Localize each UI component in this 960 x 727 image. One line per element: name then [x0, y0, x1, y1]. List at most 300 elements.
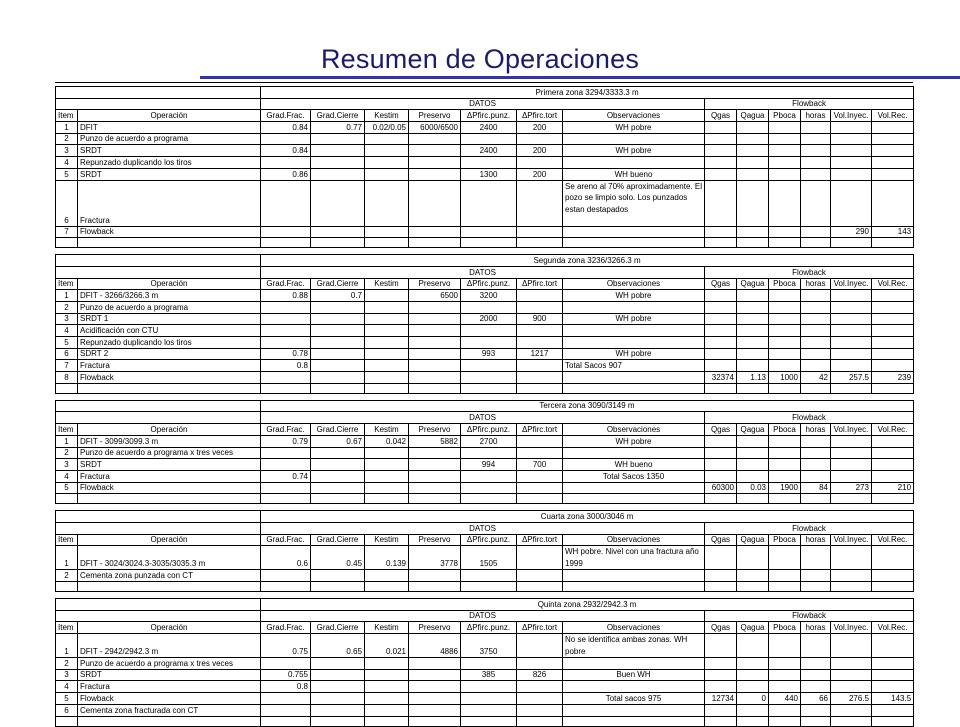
column-header: horas — [801, 278, 831, 290]
spacer-cell — [517, 238, 563, 248]
cell-op: DFIT - 3099/3099.3 m — [78, 435, 261, 447]
spacer-cell — [769, 716, 801, 726]
cell-k — [365, 693, 409, 705]
top-rule — [55, 82, 913, 83]
cell-vr — [872, 325, 914, 337]
cell-gf — [261, 325, 311, 337]
zone-title: Primera zona 3294/3333.3 m — [261, 87, 914, 99]
cell-pb — [769, 133, 801, 145]
group-spacer — [56, 412, 261, 424]
cell-item: 1 — [56, 546, 78, 570]
table-row — [56, 658, 914, 670]
cell-h — [801, 133, 831, 145]
cell-gc: 0.45 — [311, 546, 365, 570]
cell-pt — [517, 704, 563, 716]
spacer-cell — [461, 494, 517, 504]
cell-item: 5 — [56, 482, 78, 494]
column-header: Qagua — [737, 622, 769, 634]
cell-h — [801, 360, 831, 372]
cell-item: 1 — [56, 435, 78, 447]
cell-k — [365, 348, 409, 360]
cell-pp — [461, 325, 517, 337]
cell-pt — [517, 301, 563, 313]
column-header: ΔPfirc.punz. — [461, 278, 517, 290]
spacer-cell — [409, 582, 461, 592]
cell-item: 2 — [56, 570, 78, 582]
cell-op: Fractura — [78, 180, 261, 226]
group-header-row — [56, 610, 914, 622]
cell-qg — [705, 459, 737, 471]
cell-gc — [311, 459, 365, 471]
column-header: Qgas — [705, 278, 737, 290]
cell-vi — [831, 435, 872, 447]
cell-op: Cementa zona punzada con CT — [78, 570, 261, 582]
column-header: Kestim — [365, 278, 409, 290]
cell-vi: 257.5 — [831, 372, 872, 384]
cell-vr — [872, 681, 914, 693]
cell-pt — [517, 482, 563, 494]
spacer-cell — [365, 716, 409, 726]
cell-item: 1 — [56, 122, 78, 134]
cell-gf — [261, 447, 311, 459]
cell-qg — [705, 435, 737, 447]
cell-gc — [311, 145, 365, 157]
column-header: Item — [56, 278, 78, 290]
cell-k — [365, 360, 409, 372]
cell-k — [365, 669, 409, 681]
cell-p — [409, 157, 461, 169]
column-header: Grad.Frac. — [261, 622, 311, 634]
cell-qg — [705, 570, 737, 582]
cell-op: SDRT 2 — [78, 348, 261, 360]
column-header: Vol.Rec. — [872, 534, 914, 546]
cell-h — [801, 313, 831, 325]
group-spacer — [56, 98, 261, 110]
spacer-cell — [409, 494, 461, 504]
column-header: horas — [801, 534, 831, 546]
cell-qa: 0 — [737, 693, 769, 705]
cell-qa — [737, 290, 769, 302]
table-row — [56, 226, 914, 238]
cell-obs: WH pobre — [563, 122, 705, 134]
cell-obs — [563, 658, 705, 670]
cell-pp — [461, 681, 517, 693]
zone-title-spacer — [56, 511, 261, 523]
cell-obs — [563, 704, 705, 716]
cell-vi — [831, 337, 872, 349]
cell-vi: 276.5 — [831, 693, 872, 705]
spacer-cell — [409, 716, 461, 726]
cell-k — [365, 145, 409, 157]
cell-pb: 1000 — [769, 372, 801, 384]
column-header: Grad.Frac. — [261, 424, 311, 436]
cell-qg — [705, 658, 737, 670]
column-header: Vol.Rec. — [872, 622, 914, 634]
spacer-cell — [56, 494, 78, 504]
zone-title-spacer — [56, 599, 261, 611]
cell-vr — [872, 546, 914, 570]
cell-p — [409, 447, 461, 459]
cell-h — [801, 337, 831, 349]
cell-p: 3778 — [409, 546, 461, 570]
datos-header: DATOS — [261, 98, 705, 110]
cell-qg — [705, 360, 737, 372]
cell-qa — [737, 226, 769, 238]
cell-h — [801, 180, 831, 226]
column-header: ΔPfirc.punz. — [461, 424, 517, 436]
column-header: Preservo — [409, 110, 461, 122]
cell-vi — [831, 470, 872, 482]
cell-gc — [311, 337, 365, 349]
cell-vi — [831, 360, 872, 372]
column-header: Qgas — [705, 622, 737, 634]
cell-pb — [769, 669, 801, 681]
spacer-cell — [365, 383, 409, 393]
zone-table — [55, 598, 914, 727]
cell-obs — [563, 681, 705, 693]
cell-pp: 2000 — [461, 313, 517, 325]
spacer-cell — [769, 238, 801, 248]
group-spacer — [56, 610, 261, 622]
spacer-cell — [831, 238, 872, 248]
column-header: ΔPfirc.punz. — [461, 110, 517, 122]
cell-pb — [769, 681, 801, 693]
cell-gf — [261, 133, 311, 145]
cell-qa — [737, 447, 769, 459]
spacer-cell — [737, 238, 769, 248]
column-header: Operación — [78, 424, 261, 436]
zone-title-spacer — [56, 255, 261, 267]
cell-vr — [872, 470, 914, 482]
cell-k — [365, 658, 409, 670]
cell-obs — [563, 337, 705, 349]
cell-qg — [705, 669, 737, 681]
cell-op: Repunzado duplicando los tiros — [78, 157, 261, 169]
cell-pp — [461, 470, 517, 482]
cell-gf: 0.78 — [261, 348, 311, 360]
spacer-row — [56, 582, 914, 592]
cell-qa — [737, 435, 769, 447]
cell-vi — [831, 634, 872, 658]
cell-pt — [517, 470, 563, 482]
spacer-cell — [737, 716, 769, 726]
cell-gc — [311, 301, 365, 313]
spacer-cell — [801, 494, 831, 504]
table-row — [56, 325, 914, 337]
cell-k — [365, 470, 409, 482]
cell-k — [365, 704, 409, 716]
table-row — [56, 634, 914, 658]
cell-vr — [872, 301, 914, 313]
cell-p — [409, 681, 461, 693]
column-header: Pboca — [769, 622, 801, 634]
cell-pp — [461, 360, 517, 372]
flowback-header: Flowback — [705, 610, 914, 622]
column-header: Qgas — [705, 110, 737, 122]
spacer-cell — [737, 494, 769, 504]
cell-pb — [769, 435, 801, 447]
zone-title-row — [56, 255, 914, 267]
cell-p — [409, 325, 461, 337]
cell-gf: 0.74 — [261, 470, 311, 482]
column-header: Vol.Rec. — [872, 278, 914, 290]
spacer-row — [56, 383, 914, 393]
column-header: Vol.Inyec. — [831, 424, 872, 436]
cell-pt — [517, 570, 563, 582]
column-header: Pboca — [769, 424, 801, 436]
cell-qa — [737, 669, 769, 681]
spacer-cell — [517, 716, 563, 726]
cell-p — [409, 459, 461, 471]
zone-table — [55, 400, 914, 505]
cell-item: 6 — [56, 180, 78, 226]
cell-h — [801, 435, 831, 447]
cell-pt — [517, 360, 563, 372]
cell-k: 0.139 — [365, 546, 409, 570]
cell-h: 42 — [801, 372, 831, 384]
cell-pb — [769, 122, 801, 134]
cell-pt — [517, 435, 563, 447]
spacer-cell — [705, 716, 737, 726]
cell-k — [365, 301, 409, 313]
spacer-cell — [872, 582, 914, 592]
cell-gc — [311, 226, 365, 238]
cell-vr — [872, 658, 914, 670]
spacer-cell — [705, 494, 737, 504]
cell-qg — [705, 145, 737, 157]
cell-pp — [461, 704, 517, 716]
cell-gf — [261, 658, 311, 670]
zone-title: Quinta zona 2932/2942.3 m — [261, 599, 914, 611]
cell-gc — [311, 157, 365, 169]
spacer-cell — [261, 716, 311, 726]
operations-tables — [55, 86, 913, 727]
cell-pt — [517, 634, 563, 658]
spacer-cell — [831, 716, 872, 726]
cell-vi — [831, 180, 872, 226]
spacer-cell — [831, 582, 872, 592]
cell-h — [801, 290, 831, 302]
cell-vr — [872, 435, 914, 447]
spacer-cell — [461, 582, 517, 592]
spacer-cell — [831, 383, 872, 393]
cell-pt: 200 — [517, 145, 563, 157]
spacer-cell — [705, 238, 737, 248]
spacer-cell — [801, 716, 831, 726]
cell-k — [365, 681, 409, 693]
spacer-cell — [261, 494, 311, 504]
cell-gf — [261, 157, 311, 169]
zone-title-row — [56, 511, 914, 523]
spacer-cell — [872, 238, 914, 248]
column-header: Kestim — [365, 534, 409, 546]
cell-k — [365, 325, 409, 337]
cell-pp: 993 — [461, 348, 517, 360]
cell-qg: 32374 — [705, 372, 737, 384]
column-header: Vol.Rec. — [872, 424, 914, 436]
spacer-row — [56, 716, 914, 726]
flowback-header: Flowback — [705, 266, 914, 278]
cell-k — [365, 482, 409, 494]
cell-gf: 0.84 — [261, 145, 311, 157]
group-header-row — [56, 98, 914, 110]
column-header: horas — [801, 424, 831, 436]
cell-qg — [705, 447, 737, 459]
cell-item: 3 — [56, 145, 78, 157]
cell-obs — [563, 325, 705, 337]
cell-pp — [461, 226, 517, 238]
cell-p — [409, 145, 461, 157]
spacer-cell — [311, 582, 365, 592]
cell-gc — [311, 447, 365, 459]
cell-pp: 2400 — [461, 122, 517, 134]
cell-vi — [831, 301, 872, 313]
column-header: Vol.Inyec. — [831, 534, 872, 546]
spacer-row — [56, 238, 914, 248]
table-row — [56, 447, 914, 459]
column-header: Observaciones — [563, 278, 705, 290]
spacer-cell — [311, 494, 365, 504]
column-header: ΔPfirc.tort — [517, 424, 563, 436]
cell-h — [801, 546, 831, 570]
column-header: Qgas — [705, 424, 737, 436]
table-row — [56, 681, 914, 693]
cell-pb — [769, 570, 801, 582]
cell-item: 2 — [56, 301, 78, 313]
cell-op: SRDT — [78, 669, 261, 681]
cell-gf — [261, 337, 311, 349]
column-header: Qagua — [737, 278, 769, 290]
cell-vi — [831, 348, 872, 360]
column-header: ΔPfirc.tort — [517, 622, 563, 634]
cell-pb — [769, 634, 801, 658]
cell-k: 0.042 — [365, 435, 409, 447]
column-header: Item — [56, 622, 78, 634]
cell-pt — [517, 133, 563, 145]
cell-k — [365, 372, 409, 384]
cell-pt — [517, 658, 563, 670]
cell-qg — [705, 301, 737, 313]
cell-gc — [311, 133, 365, 145]
cell-pp — [461, 301, 517, 313]
column-header: Pboca — [769, 110, 801, 122]
cell-qa: 0.03 — [737, 482, 769, 494]
cell-qg — [705, 122, 737, 134]
column-header: Grad.Cierre — [311, 534, 365, 546]
cell-op: Punzo de acuerdo a programa x tres veces — [78, 658, 261, 670]
cell-pb — [769, 337, 801, 349]
spacer-cell — [261, 383, 311, 393]
cell-item: 7 — [56, 360, 78, 372]
cell-vi — [831, 570, 872, 582]
cell-obs: WH pobre — [563, 435, 705, 447]
column-header: Qgas — [705, 534, 737, 546]
cell-obs — [563, 301, 705, 313]
cell-vi: 290 — [831, 226, 872, 238]
cell-p — [409, 348, 461, 360]
cell-vr — [872, 180, 914, 226]
cell-pp — [461, 658, 517, 670]
cell-vi — [831, 681, 872, 693]
cell-item: 3 — [56, 459, 78, 471]
cell-p — [409, 226, 461, 238]
column-header: Operación — [78, 622, 261, 634]
zone-title-row — [56, 400, 914, 412]
cell-obs: No se identifica ambas zonas. WH pobre — [563, 634, 705, 658]
group-header-row — [56, 412, 914, 424]
cell-h — [801, 634, 831, 658]
cell-pp — [461, 447, 517, 459]
cell-vr — [872, 313, 914, 325]
cell-vr — [872, 337, 914, 349]
cell-k — [365, 570, 409, 582]
spacer-cell — [56, 238, 78, 248]
table-row — [56, 133, 914, 145]
column-header: Preservo — [409, 622, 461, 634]
cell-p — [409, 168, 461, 180]
cell-op: SRDT 1 — [78, 313, 261, 325]
cell-h — [801, 301, 831, 313]
cell-p — [409, 658, 461, 670]
cell-op: SRDT — [78, 168, 261, 180]
cell-gf — [261, 693, 311, 705]
cell-pb — [769, 360, 801, 372]
cell-item: 2 — [56, 447, 78, 459]
cell-qg — [705, 546, 737, 570]
cell-op: Punzo de acuerdo a programa — [78, 301, 261, 313]
cell-pb — [769, 157, 801, 169]
cell-pt — [517, 180, 563, 226]
cell-pb — [769, 348, 801, 360]
zone-table — [55, 510, 914, 592]
cell-pp — [461, 133, 517, 145]
table-row — [56, 693, 914, 705]
cell-vr: 210 — [872, 482, 914, 494]
column-header: horas — [801, 110, 831, 122]
cell-gf — [261, 180, 311, 226]
column-header-row — [56, 534, 914, 546]
cell-gc — [311, 325, 365, 337]
cell-qg — [705, 470, 737, 482]
flowback-header: Flowback — [705, 412, 914, 424]
cell-gc: 0.67 — [311, 435, 365, 447]
column-header: Observaciones — [563, 622, 705, 634]
cell-op: Flowback — [78, 226, 261, 238]
cell-h — [801, 681, 831, 693]
table-row — [56, 157, 914, 169]
datos-header: DATOS — [261, 412, 705, 424]
zone-title-spacer — [56, 400, 261, 412]
cell-qg — [705, 157, 737, 169]
cell-pt: 200 — [517, 168, 563, 180]
cell-vr — [872, 704, 914, 716]
column-header: horas — [801, 622, 831, 634]
cell-k — [365, 447, 409, 459]
cell-op: SRDT — [78, 145, 261, 157]
cell-qg — [705, 634, 737, 658]
cell-pp — [461, 157, 517, 169]
column-header: Kestim — [365, 622, 409, 634]
column-header-row — [56, 424, 914, 436]
cell-k — [365, 337, 409, 349]
spacer-cell — [78, 238, 261, 248]
cell-pt — [517, 546, 563, 570]
cell-vr — [872, 360, 914, 372]
cell-pt — [517, 157, 563, 169]
cell-pb — [769, 658, 801, 670]
cell-vi — [831, 145, 872, 157]
cell-vr — [872, 290, 914, 302]
